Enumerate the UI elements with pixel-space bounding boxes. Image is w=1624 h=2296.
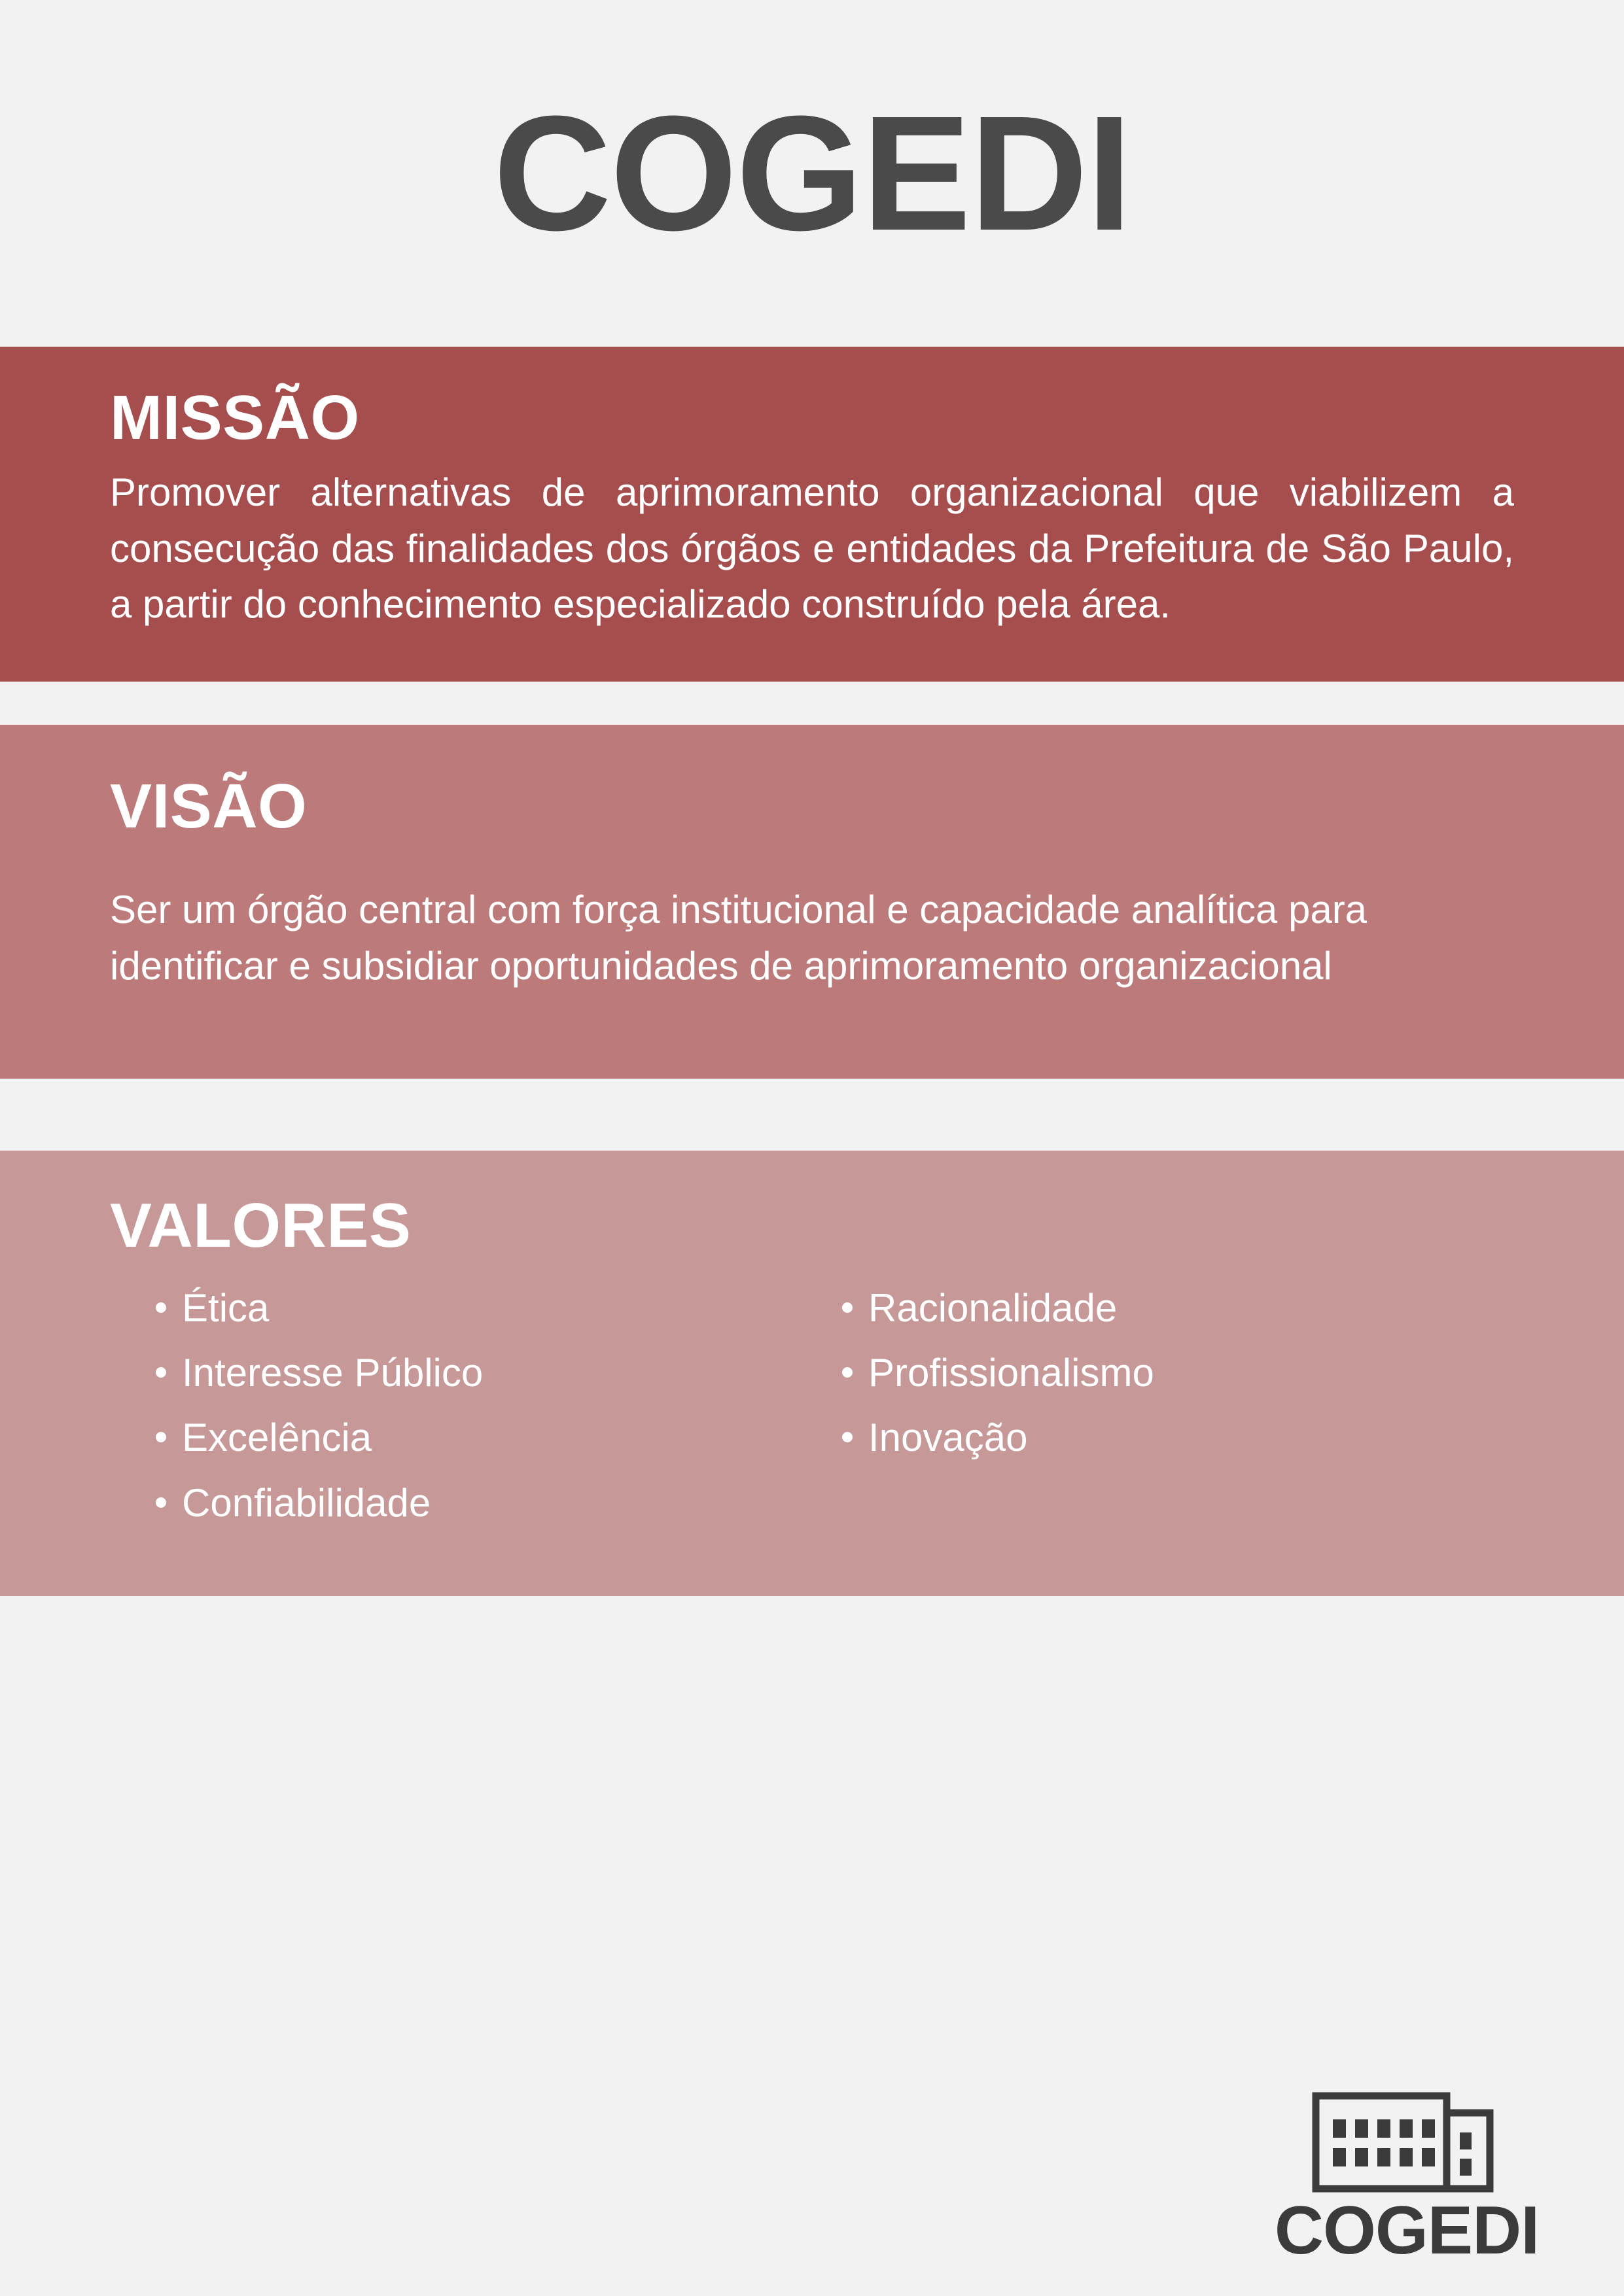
list-item: Excelência xyxy=(182,1410,828,1465)
values-title: VALORES xyxy=(110,1190,412,1261)
divider-vision-values xyxy=(0,1079,1624,1151)
list-item: Racionalidade xyxy=(868,1280,1514,1336)
mission-title: MISSÃO xyxy=(110,383,360,453)
divider-mission-vision xyxy=(0,682,1624,725)
vision-section xyxy=(0,725,1624,1079)
values-column-left xyxy=(141,1280,828,1540)
values-section xyxy=(0,1151,1624,1596)
footer-logo-text: COGEDI xyxy=(1274,2193,1540,2269)
list-item: Interesse Público xyxy=(182,1345,828,1400)
list-item: Inovação xyxy=(868,1410,1514,1465)
footer-logo xyxy=(1269,2081,1544,2269)
vision-text: Ser um órgão central com força institucional e capacidade analítica para identificar e subsidiar oportunidades de aprimoramento organizacional xyxy=(110,888,1368,988)
mission-section xyxy=(0,347,1624,682)
page-title: COGEDI xyxy=(493,82,1131,264)
values-columns xyxy=(110,1280,1514,1540)
list-item: Confiabilidade xyxy=(182,1475,828,1531)
mission-text: Promover alternativas de aprimoramento organizacional que viabilizem a consecução das finalidades dos órgãos e entidades da Prefeitura de São Paulo, a partir do conhecimento especializado construído pela área. xyxy=(110,470,1514,626)
vision-title: VISÃO xyxy=(110,771,308,841)
list-item: Ética xyxy=(182,1280,828,1336)
building-icon xyxy=(1312,2081,1502,2193)
list-item: Profissionalismo xyxy=(868,1345,1514,1400)
values-column-right xyxy=(828,1280,1514,1540)
poster-header xyxy=(0,0,1624,347)
